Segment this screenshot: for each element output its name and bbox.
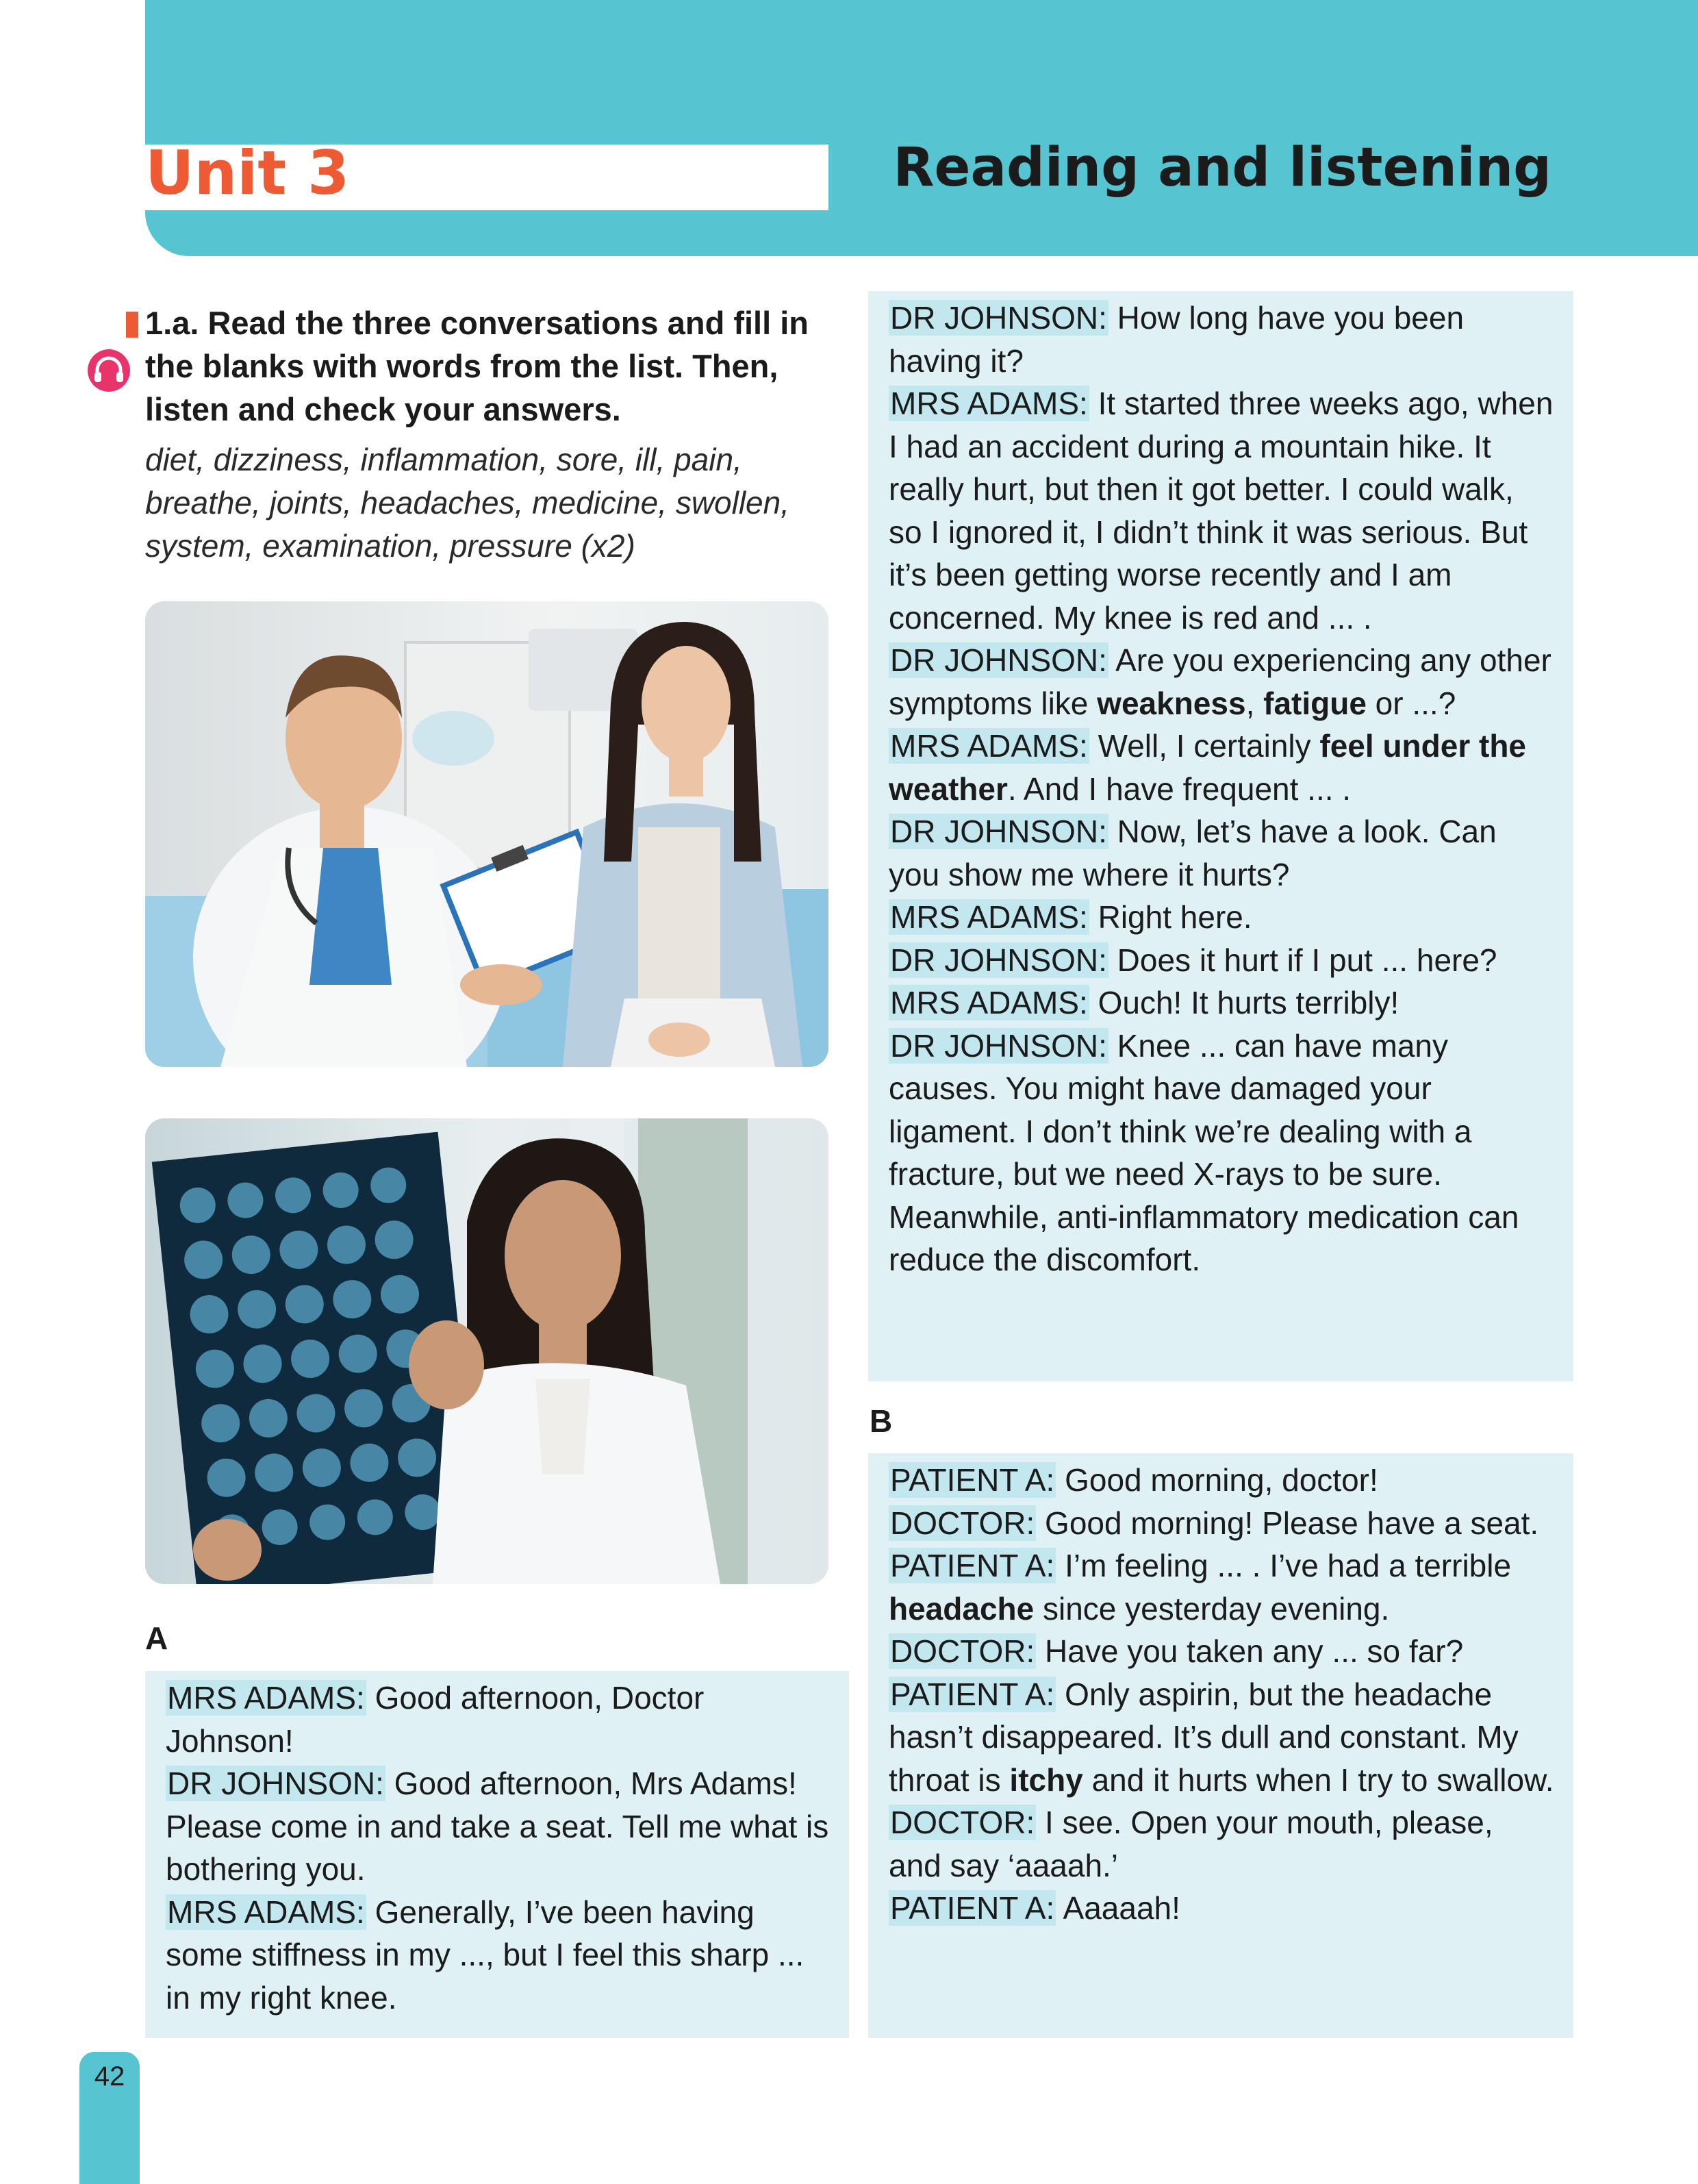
- speaker-label: MRS ADAMS:: [890, 985, 1088, 1020]
- task-instruction: 1.a. Read the three conversations and fill in the blanks with words from the list. Then, listen and check your answers.: [145, 305, 809, 427]
- speaker-label: MRS ADAMS:: [890, 728, 1088, 764]
- word-list: diet, dizziness, inflammation, sore, ill, pain, breathe, joints, headaches, medicine, swollen, system, examination, pressure (x2): [145, 442, 790, 564]
- dialogue-text: Well, I certainly: [1089, 728, 1320, 764]
- dialogue-text: Knee ... can have many causes. You might have damaged your ligament. I don’t think we’re dealing with a fracture, but we need X-rays to be sure. Meanwhile, anti-inflammatory medication can reduce the discomfort.: [889, 1027, 1519, 1277]
- dialogue-text: Right here.: [1089, 899, 1252, 935]
- dialogue-line: [889, 939, 1554, 982]
- speaker-label: DR JOHNSON:: [167, 1766, 384, 1801]
- dialogue-line: [889, 639, 1554, 725]
- dialogue-text: Are you experiencing any other symptoms like: [889, 642, 1551, 721]
- highlighted-term: weakness: [1097, 685, 1246, 721]
- speaker-label: MRS ADAMS:: [890, 386, 1088, 421]
- speaker-label: DOCTOR:: [890, 1805, 1035, 1840]
- task-marker: [126, 312, 138, 338]
- speaker-label: DR JOHNSON:: [890, 1027, 1107, 1064]
- section-label-a: A: [145, 1620, 168, 1656]
- highlighted-term: itchy: [1009, 1761, 1083, 1798]
- dialogue-text: Good morning! Please have a seat.: [1036, 1505, 1539, 1541]
- dialogue-line: [889, 1544, 1554, 1630]
- dialogue-text: Now, let’s have a look. Can you show me where it hurts?: [889, 814, 1497, 892]
- section-title: Reading and listening: [893, 137, 1551, 199]
- dialogue-text: Good afternoon, Doctor Johnson!: [166, 1680, 705, 1759]
- doctor-patient-photo: [145, 601, 828, 1067]
- dialogue-line: [889, 725, 1554, 810]
- dialogue-text: Generally, I’ve been having some stiffness in my ..., but I feel this sharp ... in my right knee.: [166, 1894, 804, 2016]
- speaker-label: PATIENT A:: [890, 1548, 1055, 1583]
- speaker-label: PATIENT A:: [890, 1676, 1055, 1712]
- dialogue-line: [889, 1502, 1554, 1545]
- dialogue-line: [166, 1677, 830, 1762]
- dialogue-line: [889, 1801, 1554, 1887]
- highlighted-term: headache: [889, 1590, 1035, 1627]
- dialogue-text: Good morning, doctor!: [1056, 1462, 1378, 1498]
- dialogue-text: Ouch! It hurts terribly!: [1089, 985, 1399, 1020]
- speaker-label: DR JOHNSON:: [890, 642, 1107, 678]
- dialogue-line: [166, 1762, 830, 1891]
- speaker-label: DOCTOR:: [890, 1505, 1035, 1541]
- speaker-label: MRS ADAMS:: [167, 1894, 365, 1930]
- speaker-label: MRS ADAMS:: [167, 1680, 365, 1716]
- dialogue-line: [889, 896, 1554, 939]
- dialogue-text: or ...?: [1366, 685, 1456, 721]
- dialogue-text: I see. Open your mouth, please, and say ‘aaaah.’: [889, 1805, 1493, 1883]
- dialogue-text: I’m feeling ... . I’ve had a terrible: [1056, 1548, 1512, 1583]
- dialogue-text: It started three weeks ago, when I had an accident during a mountain hike. It really hurt, but then it got better. I could walk, so I ignored it, I didn’t think it was serious. But it’s been getting worse recently and I am concerned. My knee is red and ... .: [889, 386, 1554, 636]
- conversation-a-part2: [868, 291, 1573, 1381]
- dialogue-text: Have you taken any ... so far?: [1036, 1633, 1464, 1669]
- dialogue-line: [889, 1887, 1554, 1930]
- dialogue-text: . And I have frequent ... .: [1007, 770, 1352, 807]
- doctor-examining-xray-photo-icon: [145, 1118, 828, 1584]
- dialogue-line: [889, 1673, 1554, 1802]
- dialogue-text: Aaaaah!: [1056, 1890, 1180, 1926]
- dialogue-line: [166, 1891, 830, 2020]
- dialogue-line: [889, 810, 1554, 896]
- xray-photo: [145, 1118, 828, 1584]
- speaker-label: DR JOHNSON:: [890, 942, 1107, 978]
- dialogue-line: [889, 981, 1554, 1025]
- dialogue-text: ,: [1245, 685, 1264, 721]
- dialogue-text: Only aspirin, but the headache hasn’t disappeared. It’s dull and constant. My throat is: [889, 1676, 1519, 1798]
- dialogue-text: since yesterday evening.: [1034, 1590, 1390, 1627]
- section-label-b: B: [870, 1403, 893, 1439]
- speaker-label: DOCTOR:: [890, 1633, 1035, 1669]
- conversation-b: [868, 1453, 1573, 2038]
- dialogue-line: [889, 1459, 1554, 1502]
- unit-title: Unit 3: [145, 138, 350, 208]
- dialogue-line: [889, 382, 1554, 639]
- dialogue-text: and it hurts when I try to swallow.: [1082, 1761, 1554, 1798]
- dialogue-text: Good afternoon, Mrs Adams! Please come in and take a seat. Tell me what is bothering you.: [166, 1766, 829, 1887]
- header-band: [145, 0, 1698, 256]
- speaker-label: PATIENT A:: [890, 1890, 1055, 1926]
- dialogue-text: Does it hurt if I put ... here?: [1108, 942, 1497, 978]
- dialogue-line: [889, 297, 1554, 382]
- speaker-label: DR JOHNSON:: [890, 300, 1107, 336]
- dialogue-line: [889, 1025, 1554, 1281]
- doctor-patient-consultation-photo-icon: [145, 601, 828, 1067]
- highlighted-term: feel under the weather: [889, 728, 1527, 807]
- highlighted-term: fatigue: [1263, 685, 1367, 721]
- speaker-label: MRS ADAMS:: [890, 899, 1088, 935]
- dialogue-line: [889, 1630, 1554, 1673]
- headphones-icon[interactable]: [88, 349, 130, 392]
- dialogue-text: How long have you been having it?: [889, 300, 1465, 379]
- speaker-label: DR JOHNSON:: [890, 814, 1107, 849]
- speaker-label: PATIENT A:: [890, 1462, 1055, 1498]
- conversation-a-part1: [145, 1671, 849, 2038]
- page-number: 42: [94, 2061, 125, 2092]
